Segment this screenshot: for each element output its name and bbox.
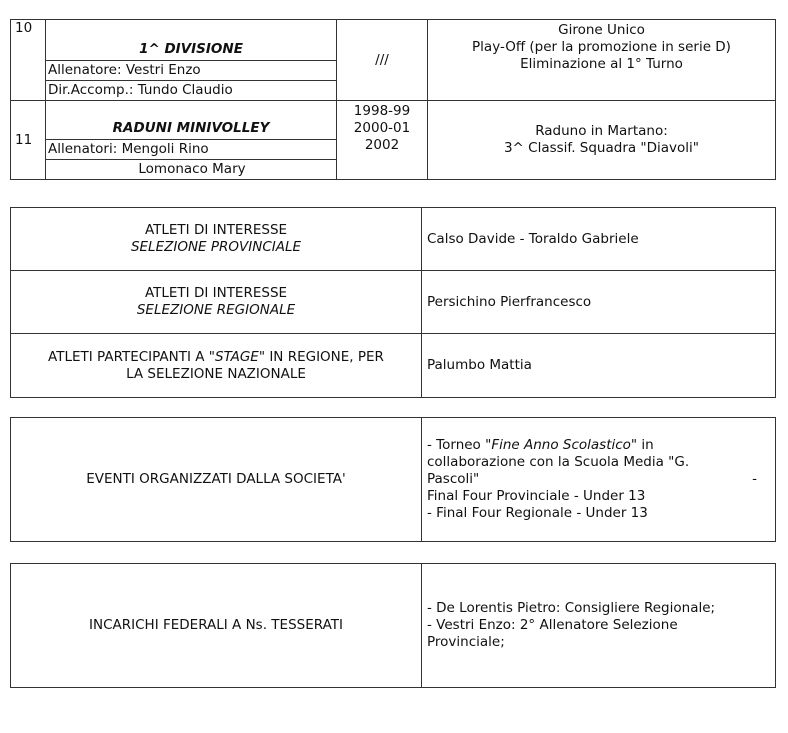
team-title: RADUNI MINIVOLLEY <box>112 120 270 136</box>
team-table <box>10 19 776 180</box>
athletes-value: Persichino Pierfrancesco <box>422 271 776 334</box>
results-cell: Girone Unico Play-Off (per la promozione in serie D) Eliminazione al 1° Turno <box>428 20 776 101</box>
manager-line: Dir.Accomp.: Tundo Claudio <box>46 80 336 100</box>
row-number: 11 <box>11 101 46 180</box>
athletes-table <box>10 207 776 398</box>
federal-table <box>10 563 776 688</box>
coach-line: Allenatore: Vestri Enzo <box>46 60 336 80</box>
coach-line: Lomonaco Mary <box>46 159 336 179</box>
team-cell <box>46 101 337 180</box>
years-cell: /// <box>337 20 428 101</box>
results-cell: Raduno in Martano: 3^ Classif. Squadra "Diavoli" <box>428 101 776 180</box>
athletes-label: ATLETI DI INTERESSE SELEZIONE REGIONALE <box>11 271 422 334</box>
athletes-value: Palumbo Mattia <box>422 334 776 398</box>
events-label: EVENTI ORGANIZZATI DALLA SOCIETA' <box>11 418 422 542</box>
athletes-label: ATLETI DI INTERESSE SELEZIONE PROVINCIALE <box>11 208 422 271</box>
events-table <box>10 417 776 542</box>
team-cell <box>46 20 337 101</box>
federal-list: - De Lorentis Pietro: Consigliere Regionale; - Vestri Enzo: 2° Allenatore Selezione Provinciale; <box>422 564 776 688</box>
events-list: - Torneo "Fine Anno Scolastico" in collaborazione con la Scuola Media "G. Pascoli" - Final Four Provinciale - Under 13 - Final Four Regionale - Under 13 <box>422 418 776 542</box>
row-number: 10 <box>11 20 46 101</box>
years-cell: 1998-99 2000-01 2002 <box>337 101 428 180</box>
team-title: 1^ DIVISIONE <box>139 41 243 57</box>
coach-line: Allenatori: Mengoli Rino <box>46 139 336 159</box>
athletes-label: ATLETI PARTECIPANTI A "STAGE" IN REGIONE, PER LA SELEZIONE NAZIONALE <box>11 334 422 398</box>
athletes-value: Calso Davide - Toraldo Gabriele <box>422 208 776 271</box>
federal-label: INCARICHI FEDERALI A Ns. TESSERATI <box>11 564 422 688</box>
